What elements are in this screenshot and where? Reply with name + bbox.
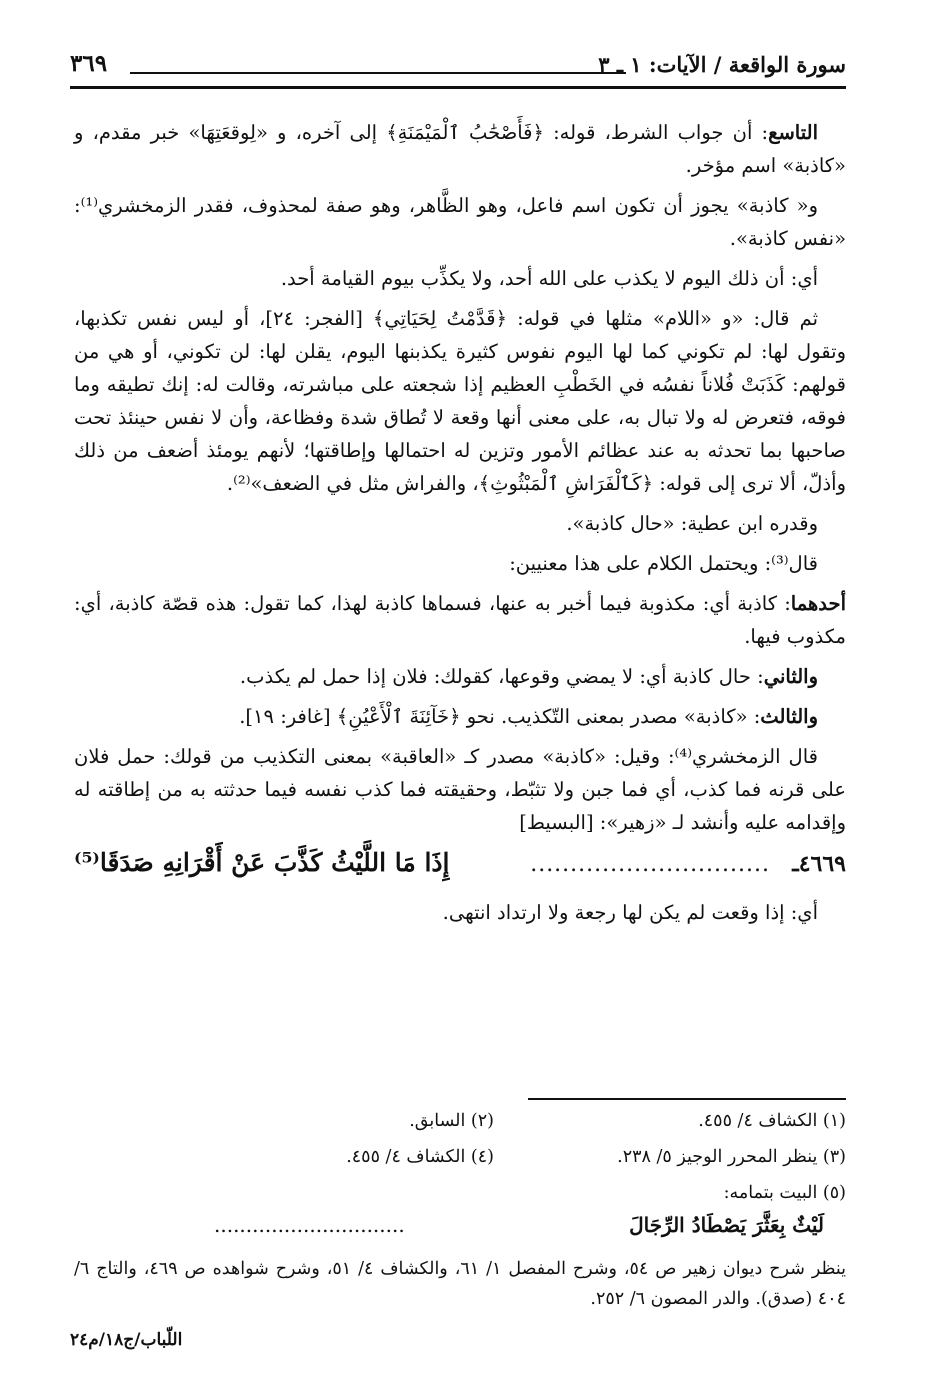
footnote-row (74, 1106, 846, 1136)
paragraph: ثم قال: «و «اللام» مثلها في قوله: ﴿قَدَّمْتُ لِحَيَاتِي﴾ [الفجر: ٢٤]، أو ليس نفس تكذبها، وتقول لها: لم تكوني كما لها اليوم نفوس كثيرة يكذبنها اليوم، يقلن لها: لن تكوني، أو هي من قولهم: كَذَبَتْ فُلاناً نفسُه في الخَطْبِ العظيم إذا شجعته على مباشرته، وقالت له: إنك تطيقه وما فوقه، فتعرض له ولا تبال به، على معنى أنها وقعة لا تُطاق شدة وفظاعة، وأن لا نفس حينئذ تحت صاحبها بما تحدثه به عند عظائم الأمور وتزين له احتمالها وإطاقتها؛ لأنهم يومئذ أضعف من ذلك وأذلّ، ألا ترى إلى قوله: ﴿كَٱلْفَرَاشِ ٱلْمَبْثُوثِ﴾، والفراش مثل في الضعف»⁽²⁾. (74, 307, 846, 495)
paragraph: أي: إذا وقعت لم يكن لها رجعة ولا ارتداد انتهى. (442, 901, 818, 924)
footnote-verse-dots: .............................. (214, 1213, 405, 1237)
footnote-row (74, 1142, 846, 1172)
paragraph-lead: التاسع (768, 121, 818, 144)
footnote-5-label: (٥) البيت بتمامه: (723, 1183, 846, 1203)
paragraph: و« كاذبة» يجوز أن تكون اسم فاعل، وهو الظَّاهر، وهو صفة لمحذوف، فقدر الزمخشري⁽¹⁾: «نفس كاذبة». (74, 194, 846, 250)
footnote-4: (٤) الكشاف ٤/ ٤٥٥. (346, 1147, 494, 1167)
footnote-3: (٣) ينظر المحرر الوجيز ٥/ ٢٣٨. (617, 1147, 846, 1167)
footnote-verse (74, 1208, 846, 1246)
signature-mark: اللّباب/ج١٨/م٢٤ (70, 1330, 183, 1350)
footnote-2: (٢) السابق. (409, 1111, 494, 1131)
running-title: سورة الواقعة / الآيات: ١ ـ ٣ (598, 52, 846, 77)
verse-dots: .............................. (530, 852, 770, 877)
paragraph-ninth (74, 116, 846, 182)
paragraph-second-meaning (74, 660, 846, 693)
verse-text: إِذَا مَا اللَّيْثُ كَذَّبَ عَنْ أَقْرَانِهِ صَدَقَا⁽⁵⁾ (74, 848, 450, 877)
footnotes (74, 1106, 846, 1314)
footnote-5-sources: ينظر شرح ديوان زهير ص ٥٤، وشرح المفصل ١/ ٦١، والكشاف ٤/ ٥١، وشرح شواهده ص ٤٦٩، والتاج ٦/ ٤٠٤ (صدق). والدر المصون ٦/ ٢٥٢. (74, 1259, 846, 1309)
main-text (74, 116, 846, 936)
page-header (70, 44, 846, 88)
paragraph-lead: والثاني (763, 665, 818, 688)
footnote-verse-text: لَيْثٌ بِعَثَّرَ يَصْطَادُ الرِّجَالَ (629, 1213, 824, 1237)
header-fill-line (130, 72, 626, 74)
paragraph: قال الزمخشري⁽⁴⁾: وقيل: «كاذبة» مصدر كـ «العاقبة» بمعنى التكذيب من قولك: حمل فلان على قرنه فما كذب، أي فما جبن ولا تثبّط، وحقيقته فما كذب نفسه فيما حدثته به من إطاقته له وإقدامه عليه وأنشد لـ «زهير»: [البسيط] (74, 745, 846, 834)
footnote-rule (528, 1098, 846, 1100)
paragraph-text: : حال كاذبة أي: لا يمضي وقوعها، كقولك: فلان إذا حمل لم يكذب. (239, 665, 764, 688)
poetry-verse (74, 846, 846, 888)
paragraph: وقدره ابن عطية: «حال كاذبة». (566, 512, 818, 535)
page-number: ٣٦٩ (70, 50, 108, 77)
footnote-1: (١) الكشاف ٤/ ٤٥٥. (698, 1111, 846, 1131)
header-rule (70, 86, 846, 89)
paragraph-lead: أحدهما (790, 592, 846, 615)
paragraph-third-meaning (74, 700, 846, 733)
paragraph: أي: أن ذلك اليوم لا يكذب على الله أحد، ولا يكذِّب بيوم القيامة أحد. (280, 267, 818, 290)
paragraph-text: : «كاذبة» مصدر بمعنى التّكذيب. نحو ﴿خَآئِنَةَ ٱلْأَعْيُنِ﴾ [غافر: ١٩]. (239, 705, 761, 728)
paragraph-first-meaning (74, 587, 846, 653)
paragraph-text: : كاذبة أي: مكذوبة فيما أخبر به عنها، فسماها كاذبة لهذا، كما تقول: هذه قصّة كاذبة، أي: مكذوب فيها. (74, 592, 846, 648)
paragraph-text: : أن جواب الشرط، قوله: ﴿فَأَصْحَٰبُ ٱلْمَيْمَنَةِ﴾ إلى آخره، و «لِوقعَتِهَا» خبر مقدم، و «كاذبة» اسم مؤخر. (74, 121, 846, 177)
paragraph-lead: والثالث (760, 705, 818, 728)
paragraph: قال⁽³⁾: ويحتمل الكلام على هذا معنيين: (509, 552, 818, 575)
verse-number: ٤٦٦٩ـ (792, 851, 846, 877)
